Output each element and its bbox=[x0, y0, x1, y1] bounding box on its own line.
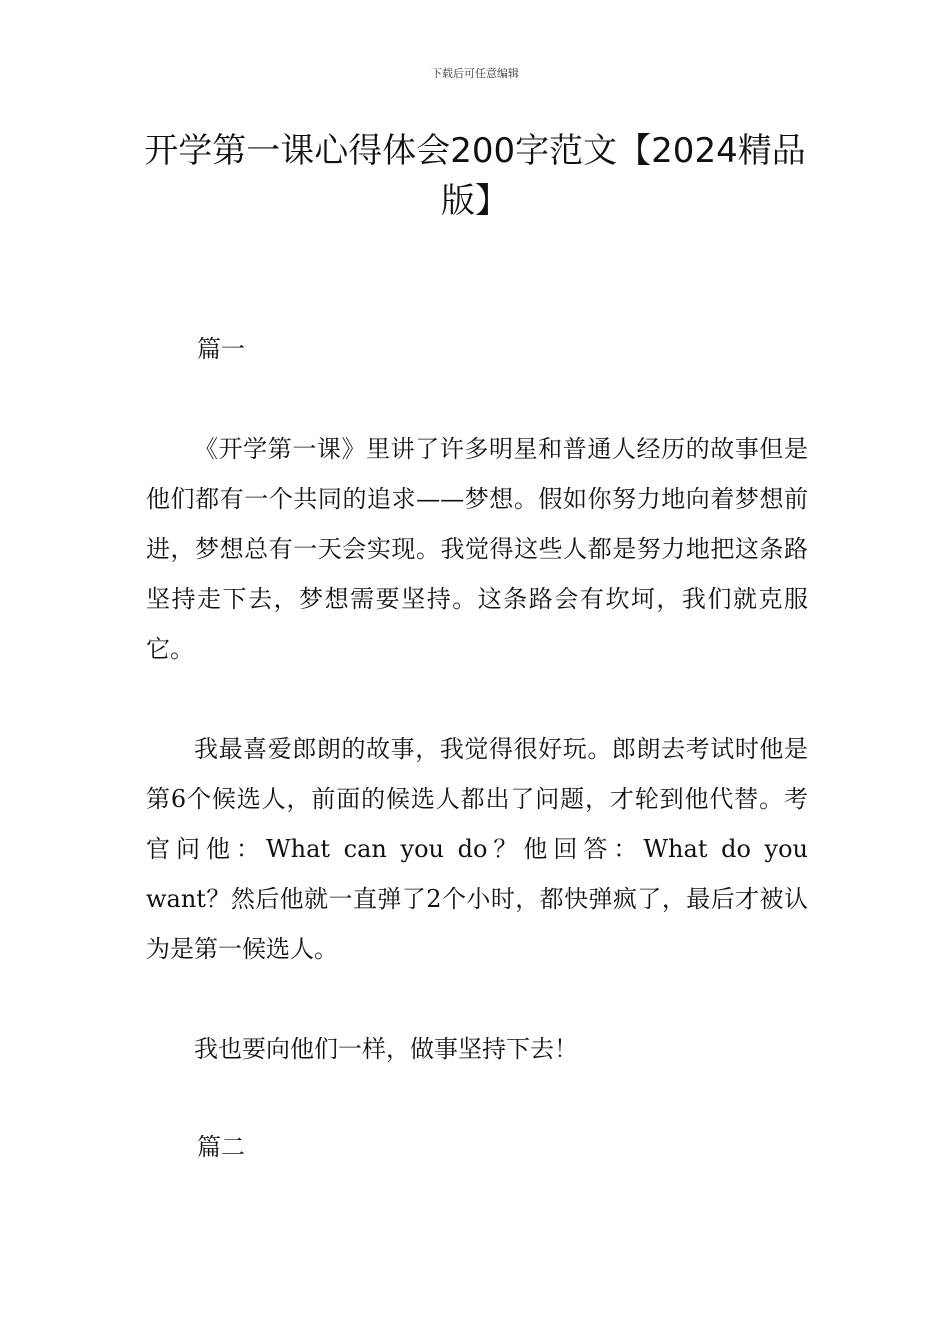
section-heading-2: 篇二 bbox=[197, 1133, 245, 1161]
document-title: 开学第一课心得体会200字范文【2024精品版】 bbox=[144, 131, 806, 221]
paragraph: 《开学第一课》里讲了许多明星和普通人经历的故事但是他们都有一个共同的追求——梦想。假如你努力地向着梦想前进，梦想总有一天会实现。我觉得这些人都是努力地把这条路坚持走下去，梦想需要坚持。这条路会有坎坷，我们就克服它。 bbox=[146, 435, 808, 663]
paragraph: 我最喜爱郎朗的故事，我觉得很好玩。郎朗去考试时他是第6个候选人，前面的候选人都出了问题，才轮到他代替。考官问他：What can you do？他回答：What do you want？然后他就一直弹了2个小时，都快弹疯了，最后才被认为是第一候选人。 bbox=[146, 735, 808, 963]
paragraph: 我也要向他们一样，做事坚持下去！ bbox=[194, 1035, 578, 1063]
section-heading-1: 篇一 bbox=[197, 335, 245, 363]
section-1-paragraph-3 bbox=[146, 1024, 808, 1074]
section-1-paragraph-2 bbox=[146, 724, 808, 974]
header-note: 下载后可任意编辑 bbox=[431, 67, 519, 80]
section-1-paragraph-1 bbox=[146, 424, 808, 674]
